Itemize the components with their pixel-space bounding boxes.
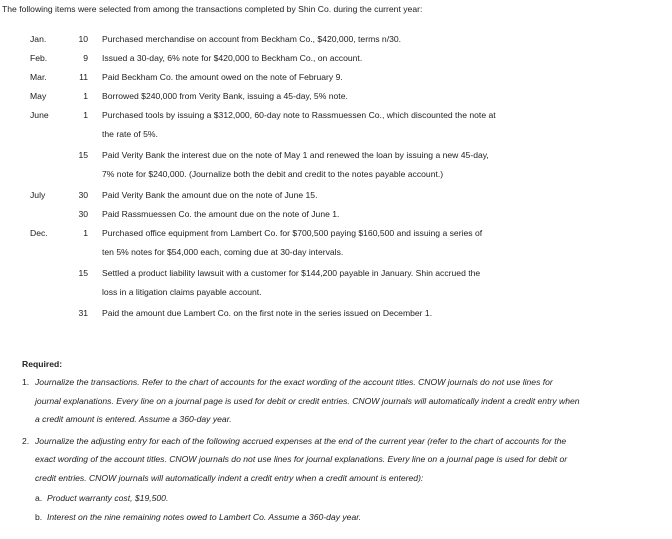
- transaction-row: [12, 304, 662, 323]
- transaction-line: Paid Verity Bank the interest due on the note of May 1 and renewed the loan by issuing a new 45-day,: [102, 150, 489, 160]
- required-item-text: [35, 373, 652, 429]
- transaction-row: [12, 87, 662, 106]
- transaction-day: 30: [78, 190, 88, 200]
- transaction-line: Paid Rassmuessen Co. the amount due on the note of June 1.: [102, 209, 340, 219]
- required-section: [22, 357, 652, 527]
- transaction-day: 11: [79, 72, 88, 82]
- transaction-description: [88, 304, 662, 323]
- transaction-line: Settled a product liability lawsuit with a customer for $144,200 payable in January. Shin accrued the: [102, 268, 481, 278]
- required-item-number: 1.: [22, 377, 30, 387]
- required-subitem-text: Product warranty cost, $19,500.: [47, 493, 169, 503]
- required-subitem-letter: b.: [35, 512, 43, 522]
- transaction-month: July: [30, 190, 46, 200]
- transaction-day: 1: [83, 228, 88, 238]
- transaction-description: [88, 87, 662, 106]
- transaction-line: Paid the amount due Lambert Co. on the first note in the series issued on December 1.: [102, 308, 433, 318]
- transaction-month: Feb.: [30, 53, 48, 63]
- transaction-month: [12, 264, 64, 302]
- transaction-row: [12, 106, 662, 144]
- transaction-line: Paid Beckham Co. the amount owed on the note of February 9.: [102, 72, 343, 82]
- transaction-month: [12, 304, 64, 323]
- transaction-month: May: [30, 91, 47, 101]
- transaction-line: loss in a litigation claims payable account.: [102, 287, 262, 297]
- transaction-line: the rate of 5%.: [102, 129, 158, 139]
- transaction-row: [12, 264, 662, 302]
- required-subitem-text: Interest on the nine remaining notes owed to Lambert Co. Assume a 360-day year.: [47, 512, 362, 522]
- transaction-line: ten 5% notes for $54,000 each, coming due at 30-day intervals.: [102, 247, 344, 257]
- transaction-month: Dec.: [30, 228, 48, 238]
- transaction-row: [12, 146, 662, 184]
- transaction-row: [12, 205, 662, 224]
- transaction-day: 10: [78, 34, 88, 44]
- transaction-line: Paid Verity Bank the amount due on the note of June 15.: [102, 190, 318, 200]
- transaction-description: [88, 68, 662, 87]
- required-item-text: [35, 432, 652, 488]
- required-item-line: Journalize the transactions. Refer to the chart of accounts for the exact wording of the account titles. CNOW journals do not use lines for: [35, 377, 553, 387]
- transaction-description: [88, 30, 662, 49]
- transaction-day: 31: [78, 308, 88, 318]
- required-item-line: exact wording of the account titles. CNOW journals do not use lines for journal explanations. Every line on a journal page is used for debit or: [35, 454, 568, 464]
- required-subitem-letter: a.: [35, 493, 43, 503]
- transaction-description: [88, 205, 662, 224]
- required-item-line: journal explanations. Every line on a journal page is used for debit or credit entries. CNOW journals will automatically indent a credit entry when: [35, 395, 580, 406]
- intro-text: The following items were selected from among the transactions completed by Shin Co. during the current year:: [2, 4, 423, 14]
- transaction-row: [12, 49, 662, 68]
- required-item: [22, 432, 652, 488]
- transaction-description: [88, 106, 662, 144]
- transaction-description: [88, 224, 662, 262]
- transaction-month: June: [30, 110, 49, 120]
- transactions-table: [12, 30, 662, 323]
- transaction-row: [12, 30, 662, 49]
- transaction-row: [12, 68, 662, 87]
- required-item-line: a credit amount is entered. Assume a 360-day year.: [35, 414, 232, 424]
- transaction-line: Issued a 30-day, 6% note for $420,000 to Beckham Co., on account.: [102, 53, 363, 63]
- transaction-day: 15: [78, 150, 88, 160]
- transaction-description: [88, 186, 662, 205]
- transaction-line: Purchased office equipment from Lambert Co. for $700,500 paying $160,500 and issuing a series of: [102, 228, 483, 238]
- required-item: [22, 373, 652, 429]
- transaction-description: [88, 264, 662, 302]
- transaction-month: [12, 205, 64, 224]
- transaction-row: [12, 224, 662, 262]
- transaction-line: Purchased tools by issuing a $312,000, 60-day note to Rassmuessen Co., which discounted the note at: [102, 110, 496, 120]
- transaction-month: Jan.: [30, 34, 47, 44]
- transaction-day: 15: [78, 268, 88, 278]
- required-title: Required:: [22, 359, 63, 369]
- transaction-day: 9: [83, 53, 88, 63]
- transaction-month: [12, 146, 64, 184]
- transaction-day: 1: [83, 91, 88, 101]
- required-subitem: [22, 489, 652, 508]
- transaction-line: Purchased merchandise on account from Beckham Co., $420,000, terms n/30.: [102, 34, 402, 44]
- transaction-row: [12, 186, 662, 205]
- transaction-day: 1: [83, 110, 88, 120]
- required-item-line: credit entries. CNOW journals will automatically indent a credit entry when a credit amount is entered):: [35, 472, 424, 483]
- transaction-month: Mar.: [30, 72, 47, 82]
- transaction-line: 7% note for $240,000. (Journalize both the debit and credit to the notes payable account.): [102, 169, 444, 179]
- required-subitem: [22, 508, 652, 527]
- transaction-line: Borrowed $240,000 from Verity Bank, issuing a 45-day, 5% note.: [102, 91, 348, 101]
- transaction-description: [88, 146, 662, 184]
- transaction-description: [88, 49, 662, 68]
- required-item-number: 2.: [22, 435, 30, 446]
- transaction-day: 30: [78, 209, 88, 219]
- required-item-line: Journalize the adjusting entry for each of the following accrued expenses at the end of the current year (refer to the chart of accounts for the: [35, 435, 567, 446]
